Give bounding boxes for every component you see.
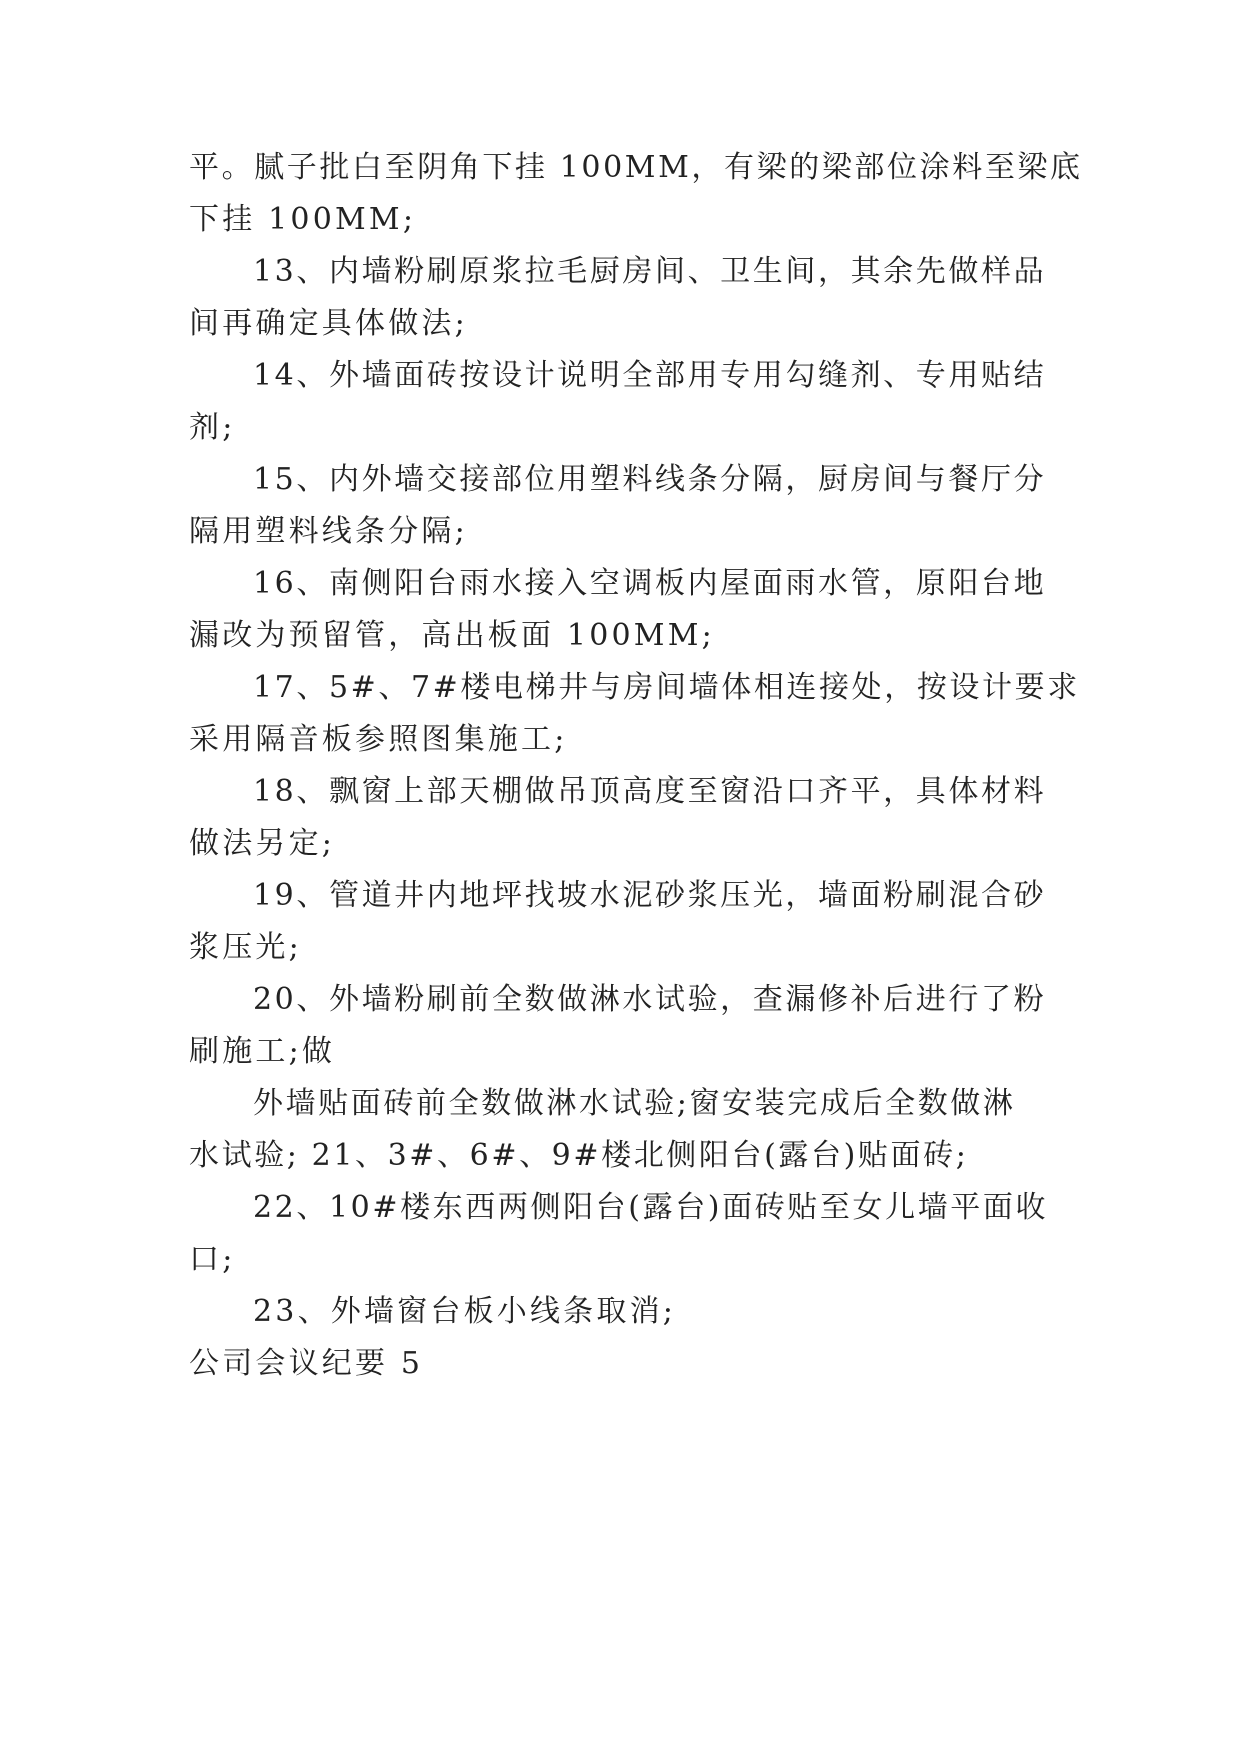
- text-line: 下挂 100MM;: [189, 202, 417, 237]
- item-13-line: 13、内墙粉刷原浆拉毛厨房间、卫生间，其余先做样品: [253, 254, 1047, 289]
- section-heading: 公司会议纪要 5: [189, 1346, 424, 1381]
- text-line: 刷施工;做: [189, 1034, 336, 1069]
- item-18-line: 18、飘窗上部天棚做吊顶高度至窗沿口齐平，具体材料: [253, 774, 1047, 809]
- item-21-line: 水试验; 21、3#、6#、9#楼北侧阳台(露台)贴面砖;: [189, 1138, 969, 1173]
- text-line: 剂;: [189, 410, 236, 445]
- item-20-line: 20、外墙粉刷前全数做淋水试验，查漏修补后进行了粉: [253, 982, 1047, 1017]
- text-line: 口;: [189, 1242, 236, 1277]
- text-line: 浆压光;: [189, 930, 302, 965]
- item-22-line: 22、10#楼东西两侧阳台(露台)面砖贴至女儿墙平面收: [253, 1190, 1049, 1225]
- item-17-line: 17、5#、7#楼电梯井与房间墙体相连接处，按设计要求: [253, 670, 1080, 705]
- item-16-line: 16、南侧阳台雨水接入空调板内屋面雨水管，原阳台地: [253, 566, 1047, 601]
- text-line: 做法另定;: [189, 826, 336, 861]
- item-23-line: 23、外墙窗台板小线条取消;: [253, 1294, 677, 1329]
- item-14-line: 14、外墙面砖按设计说明全部用专用勾缝剂、专用贴结: [253, 358, 1047, 393]
- text-line: 间再确定具体做法;: [189, 306, 468, 341]
- text-line: 平。腻子批白至阴角下挂 100MM，有梁的梁部位涂料至梁底: [189, 150, 1083, 185]
- item-15-line: 15、内外墙交接部位用塑料线条分隔，厨房间与餐厅分: [253, 462, 1047, 497]
- item-19-line: 19、管道井内地坪找坡水泥砂浆压光，墙面粉刷混合砂: [253, 878, 1047, 913]
- text-line: 采用隔音板参照图集施工;: [189, 722, 568, 757]
- text-line: 外墙贴面砖前全数做淋水试验;窗安装完成后全数做淋: [253, 1086, 1016, 1121]
- text-line: 漏改为预留管，高出板面 100MM;: [189, 618, 715, 653]
- text-line: 隔用塑料线条分隔;: [189, 514, 468, 549]
